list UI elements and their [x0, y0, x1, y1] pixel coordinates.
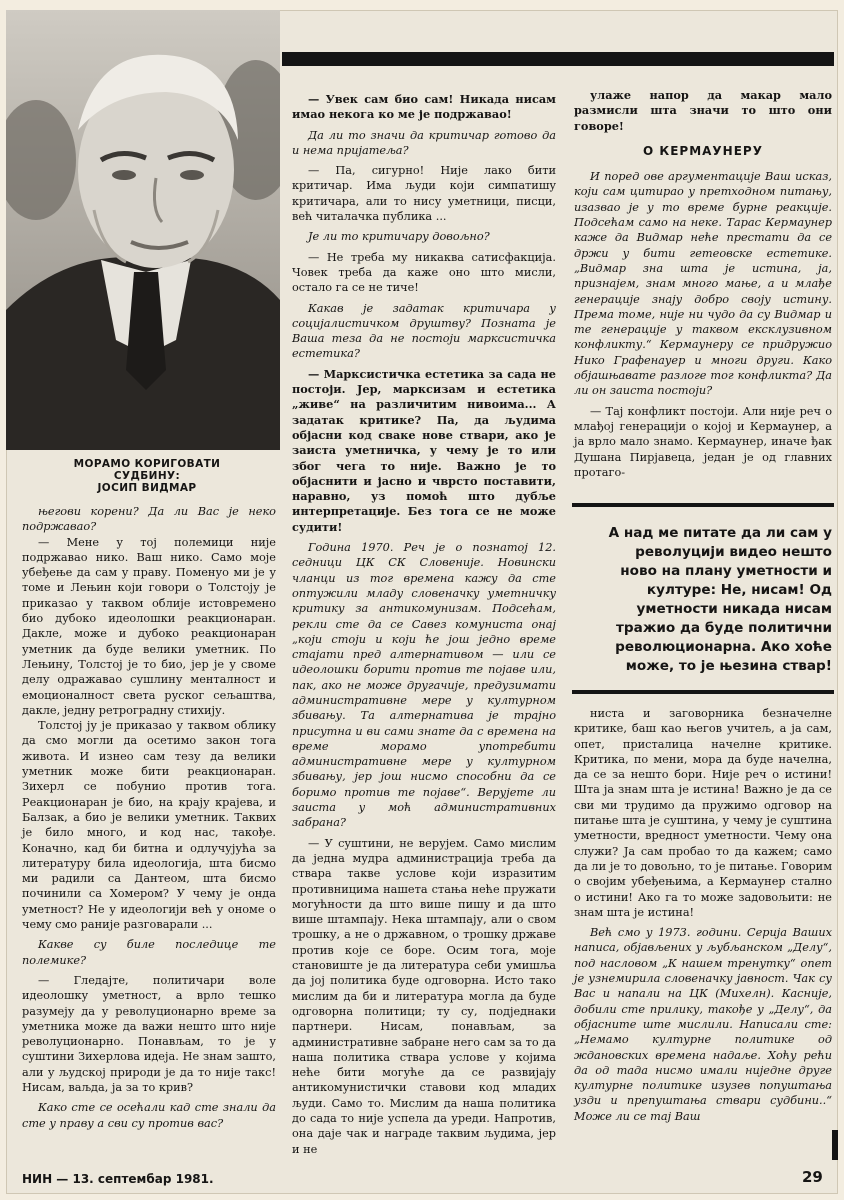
caption-line-2: ЈОСИП ВИДМАР — [97, 482, 197, 494]
answer-paragraph: улаже напор да макар мало размисли шта значи то што они говоре! — [574, 88, 832, 133]
portrait-photo — [6, 10, 280, 450]
question-paragraph: Какве су биле последице те полемике? — [22, 938, 276, 967]
question-paragraph: Година 1970. Реч је о познатој 12. седници ЦК СК Словеније. Новински чланци из тог времена кажу да сте оптужили младу словеначку уметничку критику за антикомунизам. Подсећам, рекли сте да се Савез комуниста онај „који стоји и који ће још једно време стајати пред алтернативом — или се идеолошки борити против те појаве или, пак, ако не може другачије, предузимати административне мере у културном збивању. Та алтернатива је трајно присутна и ви сами знате да с времена на време морамо употребити административне мере у културном збивању, јер још нисмо способни да се боримо против те појаве“. Верујете ли заиста у моћ административних забрана? — [292, 541, 556, 830]
answer-paragraph: — Па, сигурно! Није лако бити критичар. Има људи који симпатишу критичара, али то нису уметници, писци, већ читалачка публика ... — [292, 164, 556, 224]
magazine-page — [6, 10, 838, 1194]
top-black-bar — [282, 52, 834, 66]
column-3-top — [574, 88, 832, 480]
answer-paragraph: — У суштини, не верујем. Само мислим да једна мудра администрација треба да ствара такве услове који изразитим противницима нашета стања неће пружати могућности да што више пишу и да што више штампају. Нека штампају, али о свом трошку, а не о државном, о трошку државе против које се боре. Осим тога, моје становиште је да литература себи умишља да јој политика буде одговорна. Исто тако мислим да би и литература могла да буде одговорна политици; ту су, подједнаки партнери. Нисам, понављам, за административне забране него сам за то да наша политика ствара услове у којима неће бити могуће да се развијају антикомунистички ставови код младих људи. Само то. Мислим да наша политика до сада то није успела да уреди. Напротив, она даје чак и награде таквим људима, јер и не — [292, 836, 556, 1156]
caption-line-1: МОРАМО КОРИГОВАТИ СУДБИНУ: — [73, 458, 221, 482]
section-heading: О КЕРМАУНЕРУ — [643, 143, 763, 158]
photo-caption — [42, 458, 252, 494]
answer-paragraph: — Не треба му никаква сатисфакција. Човек треба да каже оно што мисли, остало га се не тиче! — [292, 250, 556, 295]
column-2 — [292, 92, 556, 1157]
pull-quote-rule-top — [572, 503, 834, 507]
question-paragraph: његови корени? Да ли Вас је неко подржавао? — [22, 505, 276, 534]
column-3-bottom — [574, 706, 832, 1124]
question-paragraph: Какав је задатак критичара у социјалистичком друштву? Позната је Ваша теза да не постоји марксистичка естетика? — [292, 301, 556, 361]
pull-quote-rule-bottom — [572, 690, 834, 694]
portrait-illustration — [6, 10, 280, 450]
answer-paragraph: — Гледајте, политичари воле идеолошку уметност, а врло тешко разумеју да у револуционарно време за уметника може да важи нешто што није револуционарно. Понављам, то је у суштини Зихерлова идеја. Не знам зашто, али у људској природи је да то није такс! Нисам, ваљда, ја за то крив? — [22, 973, 276, 1094]
question-paragraph: Да ли то значи да критичар готово да и нема пријатеља? — [292, 128, 556, 157]
answer-paragraph: — Тај конфликт постоји. Али није реч о млађој генерацији о којој и Кермаунер, а ја врло мало знамо. Кермаунер, иначе ђак Душана Пирјавеца, један је од главних протаго- — [574, 404, 832, 479]
answer-paragraph: Толстој ју је приказао у таквом облику да смо могли да осетимо закон тога живота. И изнео сам тезу да велики уметник може бити реакционаран. Зихерл се побунио против тога. Реакционаран је био, на крају крајева, и Балзак, а био је велики уметник. Таквих је било много, и код нас, такође. Коначно, кад би битна и одлучујућа за литературу била идеологија, шта бисмо ми радили са Дантеом, шта бисмо починили са Хомером? У чему је онда уметност? Не у идеологији већ у ономе о чему смо раније разговарали ... — [22, 719, 276, 932]
column-1 — [22, 504, 276, 1131]
pull-quote: А над ме питате да ли сам у револуцији видео нешто ново на плану уметности и културе: Не, нисам! Од уметности никада нисам тражио да буде политични революционарна. Ако хоће може, то је њезина ствар! — [608, 525, 832, 674]
answer-paragraph: — Увек сам био сам! Никада нисам имао некога ко ме је подржавао! — [292, 92, 556, 122]
footer-issue-line: НИН — 13. септембар 1981. — [22, 1172, 214, 1186]
page-edge-mark — [832, 1130, 838, 1160]
question-paragraph: Је ли то критичару довољно? — [308, 230, 490, 244]
page-number: 29 — [802, 1168, 823, 1186]
answer-paragraph: — Мене у тој полемици није подржавао нико. Ваш нико. Само моје убеђење да сам у праву. Поменуо ми је у томе и Лењин који говори о Толстоју је приказао у таквом облије истовремено био дубоко идеолошки реакционаран. Дакле, може и дубоко реакционаран уметник да буде велики уметник. По Лењину, Толстој је то био, јер је у своме делу одражавао сушлину менталност и емоционалност света руског сељаштва, дакле, једну ретроградну стихију. — [22, 535, 276, 717]
question-paragraph: И поред ове аргументације Ваш исказ, који сам цитирао у претходном питању, изазвао је у то време бурне реакције. Подсећам само на неке. Тарас Кермаунер каже да Видмар неће престати да се држи у бити гетеовске естетике. „Видмар зна шта је истина, ја, признајем, знам много мање, а и млађе генерације знају добро своју истину. Према томе, није ни чудо да су Видмар и те генерације у таквом ексклузивном конфликту.“ Кермаунеру се придружио Нико Графенауер и многи други. Како објашњавате разлоге тог конфликта? Да ли он заиста постоји? — [574, 170, 832, 398]
answer-paragraph: ниста и заговорника безначелне критике, баш као његов учитељ, а ја сам, опет, присталица начелне критике. Критика, по мени, мора да буде начелна, да се за нешто бори. Није реч о истини! Шта ја знам шта је истина! Важно је да се сви ми трудимо да пружимо одговор на питање шта је суштина, у чему је суштина уметности, вредност уметности. Чему она служи? Ја сам пробао то да кажем; само да ли је то довољно, то је питање. Говорим о својим убеђењима, а Кермаунер стално о истини! Ако га то може задовољити: не знам шта је истина! — [574, 707, 832, 919]
answer-paragraph: — Марксистичка естетика за сада не постоји. Јер, марксизам и естетика „живе“ на различитим нивоима... А задатак критике? Па, да људима објасни код сваке нове ствари, ако је заиста уметничка, у чему је то или због чега то није. Важно је то објаснити и јасно и чврсто поставити, наравно, уз помоћ што дубље интерпретације. Без тога се не може судити! — [292, 366, 556, 534]
question-paragraph: Како сте се осећали кад сте знали да сте у праву а сви су против вас? — [22, 1101, 276, 1130]
question-paragraph: Већ смо у 1973. години. Серија Ваших написа, објављених у љубљанском „Делу“, под насловом „К нашем тренутку“ опет је узнемирила словеначку јавност. Чак су Вас и напали на ЦК (Михелн). Касније, добили сте прилику, такође у „Делу“, да објасните ште мислили. Написали сте: „Немамо културне политике од ждановских времена надаље. Хоћу рећи да од тада нисмо имали ниједне друге културне политике изузев попуштања узди и препуштања ствари судбини..“ Може ли се тај Ваш — [574, 926, 832, 1123]
